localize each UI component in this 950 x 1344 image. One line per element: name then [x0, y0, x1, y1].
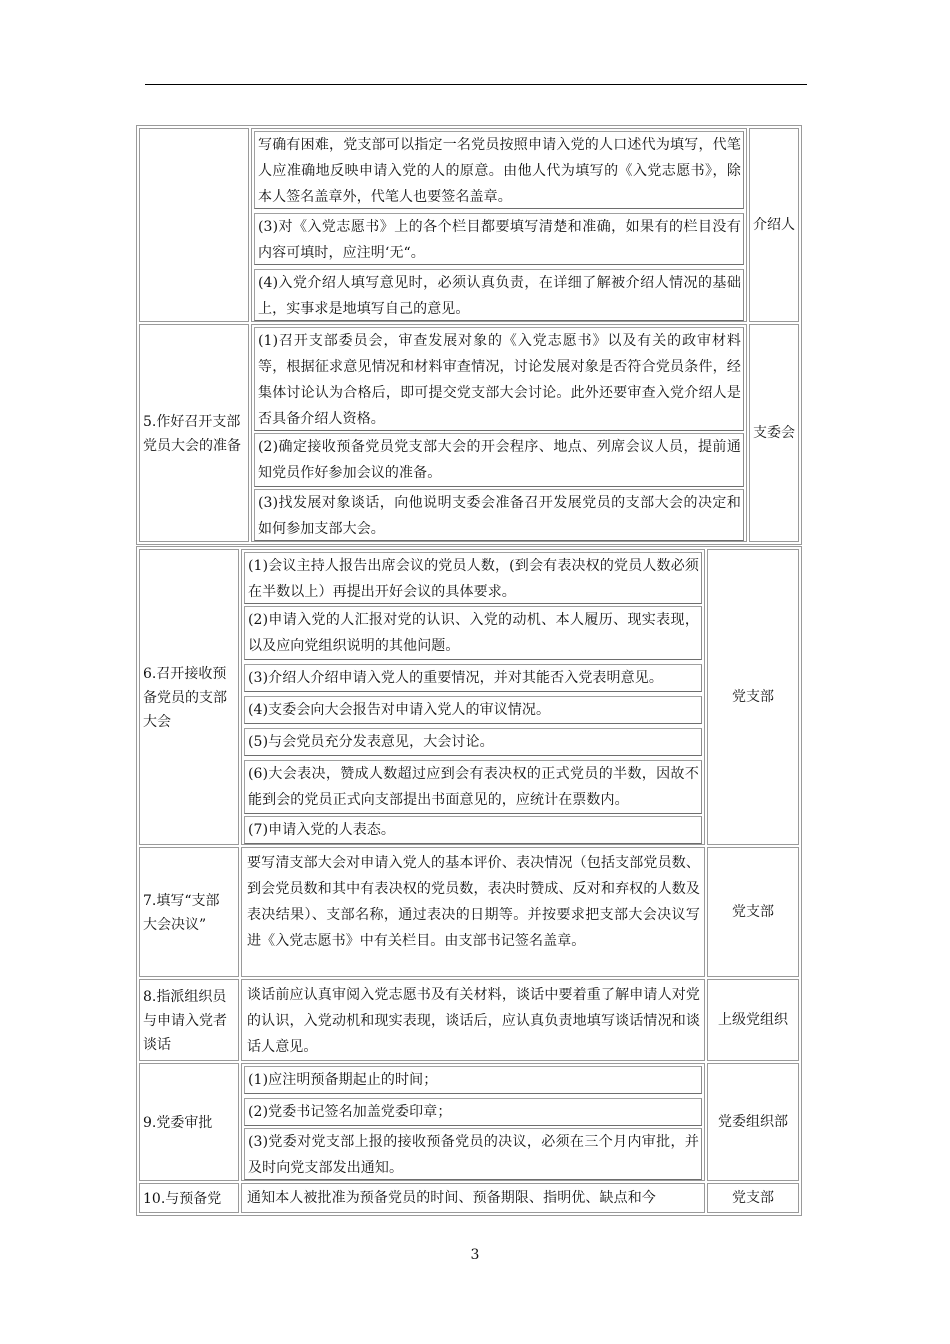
content-cell: [241, 1183, 705, 1213]
list-item: (2)申请入党的人汇报对党的认识、入党的动机、本人履历、现实表现，以及应向党组织说明的其他问题。: [244, 606, 702, 660]
list-item: (4)支委会向大会报告对申请入党人的审议情况。: [244, 696, 702, 724]
table-lower: [136, 546, 802, 1216]
content-cell: [241, 979, 705, 1061]
list-item: (5)与会党员充分发表意见，大会讨论。: [244, 728, 702, 756]
content-cell: [251, 128, 747, 322]
list-item: 要写清支部大会对申请入党人的基本评价、表决情况（包括支部党员数、到会党员数和其中有表决权的党员数，表决时赞成、反对和弃权的人数及表决结果）、支部名称，通过表决的日期等。并按要求把支部大会决议写进《入党志愿书》中有关栏目。由支部书记签名盖章。: [247, 855, 700, 949]
list-item: (2)确定接收预备党员党支部大会的开会程序、地点、列席会议人员，提前通知党员作好参加会议的准备。: [254, 433, 744, 487]
list-item: 写确有困难，党支部可以指定一名党员按照申请入党的人口述代为填写，代笔人应准确地反映申请入党的人的原意。由他人代为填写的《入党志愿书》，除本人签名盖章外，代笔人也要签名盖章。: [254, 131, 744, 209]
list-item: (2)党委书记签名加盖党委印章；: [244, 1098, 702, 1126]
step-cell: [139, 128, 249, 322]
responsible-cell: 党委组织部: [707, 1063, 799, 1181]
list-item: (6)大会表决，赞成人数超过应到会有表决权的正式党员的半数，因故不能到会的党员正式向支部提出书面意见的，应统计在票数内。: [244, 760, 702, 814]
header-rule: [145, 84, 807, 85]
step-cell: 9.党委审批: [139, 1063, 239, 1181]
list-item: 通知本人被批准为预备党员的时间、预备期限、指明优、缺点和今: [247, 1190, 656, 1206]
content-cell: [241, 847, 705, 977]
step-cell: 6.召开接收预 备党员的支部 大会: [139, 549, 239, 845]
responsible-cell: 上级党组织: [707, 979, 799, 1061]
responsible-cell: 支委会: [749, 324, 799, 542]
step-cell: 10.与预备党: [139, 1183, 239, 1213]
responsible-cell: 党支部: [707, 549, 799, 845]
content-cell: [251, 324, 747, 542]
step-cell: 8.指派组织员 与申请入党者 谈话: [139, 979, 239, 1061]
list-item: (3)党委对党支部上报的接收预备党员的决议，必须在三个月内审批，并及时向党支部发出通知。: [244, 1128, 702, 1180]
list-item: (1)会议主持人报告出席会议的党员人数，(到会有表决权的党员人数必须在半数以上）再提出开好会议的具体要求。: [244, 552, 702, 604]
step-cell: 7.填写“支部 大会决议”: [139, 847, 239, 977]
responsible-cell: 党支部: [707, 847, 799, 977]
responsible-cell: 介绍人: [749, 128, 799, 322]
list-item: (1)召开支部委员会，审查发展对象的《入党志愿书》以及有关的政审材料等，根据征求意见情况和材料审查情况，讨论发展对象是否符合党员条件，经集体讨论认为合格后，即可提交党支部大会讨论。此外还要审查入党介绍人是否具备介绍人资格。: [254, 327, 744, 431]
responsible-cell: 党支部: [707, 1183, 799, 1213]
content-cell: [241, 1063, 705, 1181]
list-item: (3)对《入党志愿书》上的各个栏目都要填写清楚和准确，如果有的栏目没有内容可填时，应注明‘无“。: [254, 213, 744, 265]
list-item: (1)应注明预备期起止的时间；: [244, 1066, 702, 1094]
content-cell: [241, 549, 705, 845]
step-cell: 5.作好召开支部 党员大会的准备: [139, 324, 249, 542]
list-item: (7)申请入党的人表态。: [244, 816, 702, 844]
table-upper: [136, 125, 802, 545]
list-item: (3)找发展对象谈话，向他说明支委会准备召开发展党员的支部大会的决定和如何参加支部大会。: [254, 489, 744, 541]
list-item: (3)介绍人介绍申请入党人的重要情况，并对其能否入党表明意见。: [244, 664, 702, 692]
page-number: 3: [470, 1247, 480, 1263]
list-item: (4)入党介绍人填写意见时，必须认真负责，在详细了解被介绍人情况的基础上，实事求是地填写自己的意见。: [254, 269, 744, 321]
list-item: 谈话前应认真审阅入党志愿书及有关材料，谈话中要着重了解申请人对党的认识，入党动机和现实表现，谈话后，应认真负责地填写谈话情况和谈话人意见。: [247, 987, 700, 1055]
